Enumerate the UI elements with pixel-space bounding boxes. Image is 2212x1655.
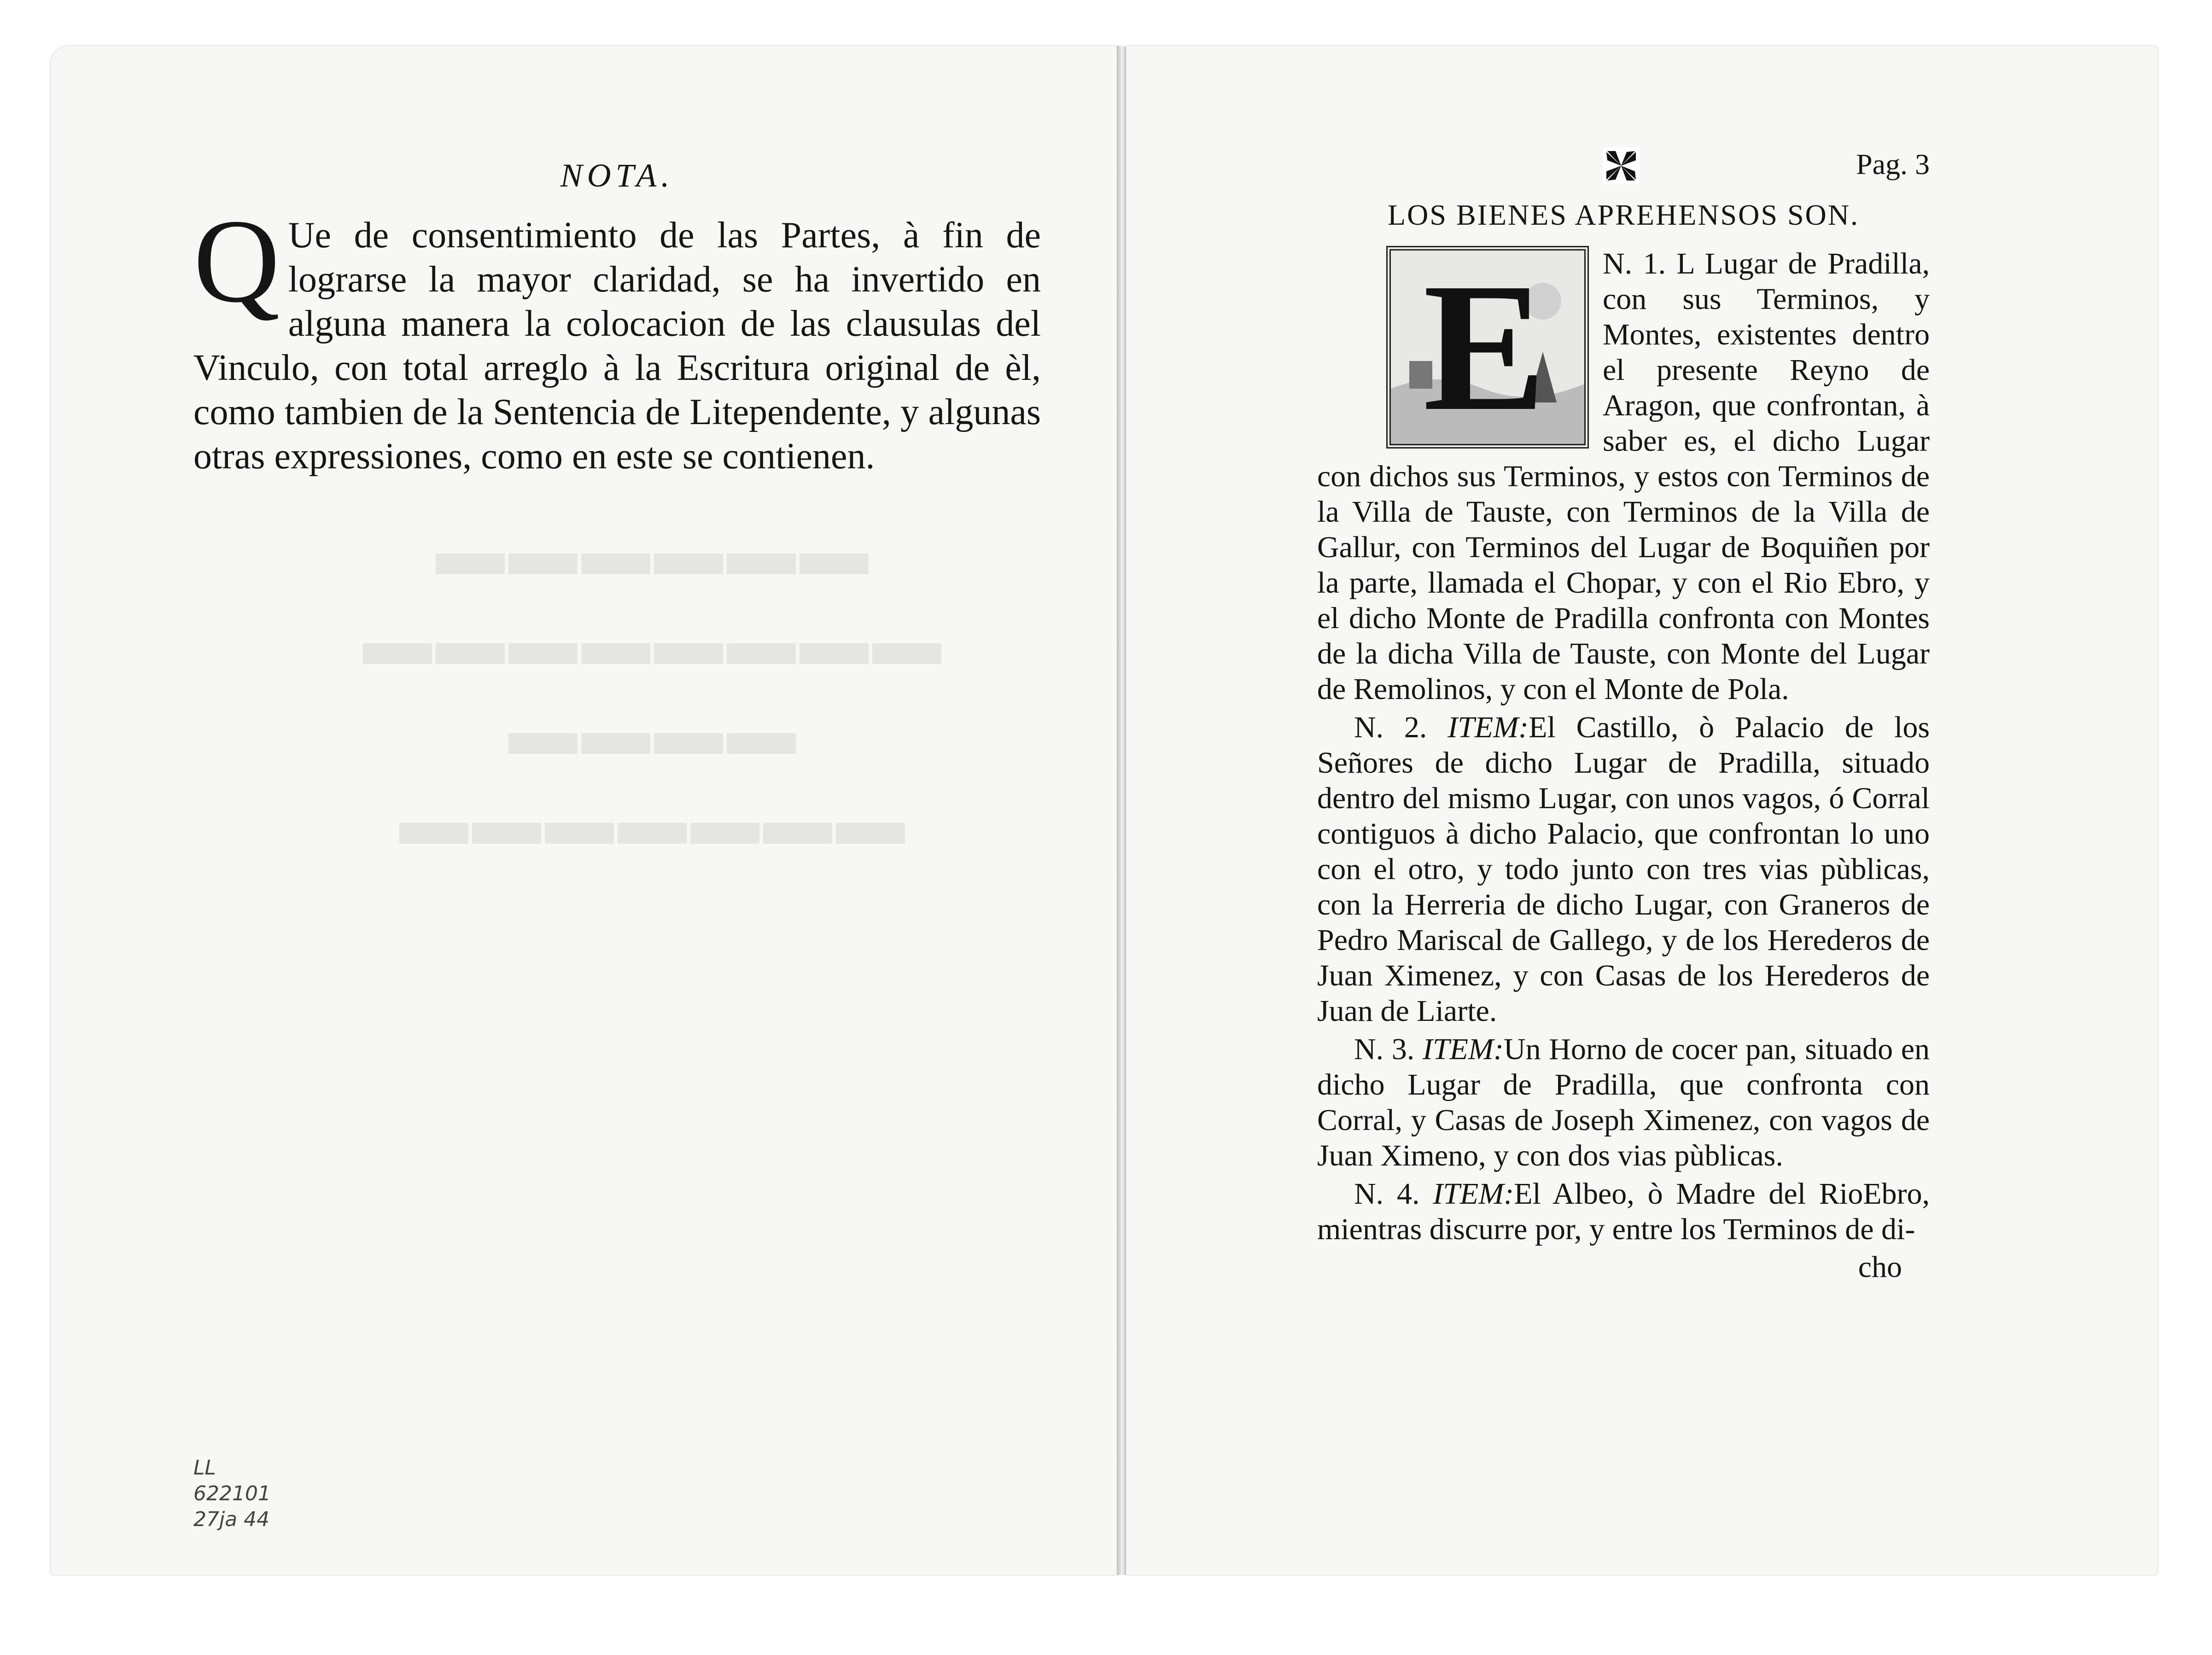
item-text: Un Horno de cocer pan, situado en dicho Lugar de Pradilla, que confronta con Corral, y Casas de Joseph Ximenez, con vagos de Juan Ximeno, y con dos vias pùblicas.	[1317, 1032, 1930, 1172]
bienes-section	[1317, 147, 1930, 1285]
shelf-mark-line: 622101	[193, 1482, 271, 1505]
item-label: ITEM:	[1422, 1032, 1504, 1066]
nota-text: Ue de consentimiento de las Partes, à fin de lograrse la mayor claridad, se ha invertido en alguna manera la colocacion de las clausulas del Vinculo, con total arreglo à la Escritura original de èl, como tambien de la Sentencia de Litependente, y algunas otras expressiones, como en este se contienen.	[193, 215, 1041, 477]
item-3	[1317, 1031, 1930, 1173]
dropcap-q: Q	[193, 195, 280, 327]
item-text: El Castillo, ò Palacio de los Señores de dicho Lugar de Pradilla, situado dentro del mismo Lugar, con unos vagos, ó Corral contiguos à dicho Palacio, que confrontan lo uno con el otro, y todo junto con tres vias pùblicas, con la Herreria de dicho Lugar, con Graneros de Pedro Mariscal de Gallego, y de los Herederos de Juan Ximenez, y con Casas de los Herederos de Juan de Liarte.	[1317, 711, 1930, 1028]
item-number: N. 1.	[1603, 247, 1666, 280]
shelf-mark-annotation	[193, 1455, 271, 1533]
shelf-mark-line: LL	[193, 1456, 216, 1480]
item-number: N. 3.	[1354, 1032, 1415, 1066]
dropcap-e-woodcut	[1386, 246, 1589, 449]
nota-section	[193, 157, 1041, 478]
nota-paragraph	[193, 195, 1041, 478]
item-text: L Lugar de Pradilla, con sus Terminos, y Montes, existentes dentro el presente Reyno de Aragon, que confrontan, à saber es, el dicho Lugar con dichos sus Terminos, y estos con Terminos de la Villa de Tauste, con Terminos de la Villa de Gallur, con Terminos del Lugar de Boquiñen por la parte, llamada el Chopar, y con el Rio Ebro, y el dicho Monte de Pradilla confronta con Montes de la dicha Villa de Tauste, con Monte del Lugar de Remolinos, y con el Monte de Pola.	[1317, 247, 1930, 706]
item-number: N. 4.	[1354, 1177, 1420, 1211]
section-title: LOS BIENES APREHENSOS SON.	[1388, 198, 1859, 231]
item-text: El Albeo, ò Madre del RioEbro, mientras discurre por, y entre los Terminos de di-	[1317, 1177, 1930, 1246]
dropcap-e: E	[1423, 245, 1546, 449]
nota-heading: NOTA.	[560, 157, 674, 194]
item-1	[1317, 246, 1930, 707]
item-4	[1317, 1176, 1930, 1247]
item-label: ITEM:	[1447, 711, 1529, 744]
item-number: N. 2.	[1354, 711, 1427, 744]
page-header	[1317, 147, 1930, 193]
book-gutter	[1117, 46, 1127, 1575]
maltese-cross-icon	[1603, 147, 1640, 184]
item-2	[1317, 710, 1930, 1029]
shelf-mark-line: 27ja 44	[193, 1508, 270, 1531]
show-through-text: ▬▬▬▬▬▬ ▬▬▬▬▬▬▬▬ ▬▬▬▬ ▬▬▬▬▬▬▬	[363, 513, 945, 859]
catchword: cho	[1858, 1250, 1902, 1284]
page-number: Pag. 3	[1856, 148, 1930, 181]
item-label: ITEM:	[1433, 1177, 1514, 1211]
